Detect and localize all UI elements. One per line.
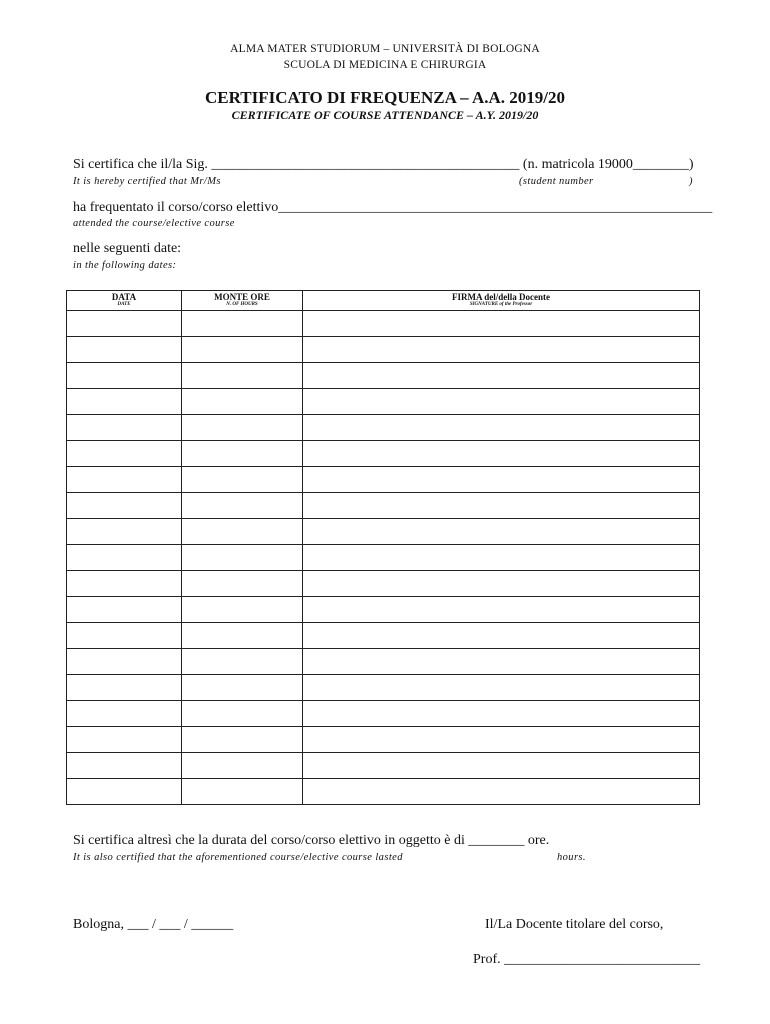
- date-cell[interactable]: [67, 701, 182, 727]
- table-row: [67, 779, 700, 805]
- date-cell[interactable]: [67, 675, 182, 701]
- date-cell[interactable]: [67, 571, 182, 597]
- table-row: [67, 415, 700, 441]
- signature-cell[interactable]: [303, 675, 700, 701]
- school-name: SCUOLA DI MEDICINA E CHIRURGIA: [283, 59, 487, 71]
- signature-cell[interactable]: [303, 779, 700, 805]
- table-row: [67, 389, 700, 415]
- date-cell[interactable]: [67, 519, 182, 545]
- hours-cell[interactable]: [182, 753, 303, 779]
- hours-cell[interactable]: [182, 363, 303, 389]
- signature-cell[interactable]: [303, 467, 700, 493]
- duration-line-en: It is also certified that the aforementioned course/elective course lasted: [73, 852, 403, 863]
- signature-cell[interactable]: [303, 337, 700, 363]
- signature-cell[interactable]: [303, 727, 700, 753]
- hours-cell[interactable]: [182, 337, 303, 363]
- dates-line: nelle seguenti date:: [73, 241, 182, 256]
- signature-cell[interactable]: [303, 441, 700, 467]
- column-hours-sublabel: N. OF HOURS: [226, 302, 258, 307]
- hours-cell[interactable]: [182, 441, 303, 467]
- signature-cell[interactable]: [303, 545, 700, 571]
- table-row: [67, 441, 700, 467]
- date-cell[interactable]: [67, 597, 182, 623]
- signature-cell[interactable]: [303, 649, 700, 675]
- signature-cell[interactable]: [303, 519, 700, 545]
- place-date-line: Bologna, ___ / ___ / ______: [73, 917, 234, 932]
- date-cell[interactable]: [67, 311, 182, 337]
- hours-cell[interactable]: [182, 493, 303, 519]
- hours-cell[interactable]: [182, 467, 303, 493]
- signature-cell[interactable]: [303, 415, 700, 441]
- hours-cell[interactable]: [182, 571, 303, 597]
- table-row: [67, 701, 700, 727]
- hours-cell[interactable]: [182, 545, 303, 571]
- teacher-title: Il/La Docente titolare del corso,: [485, 917, 664, 932]
- certify-line: Si certifica che il/la Sig. ____________________________________________ (n. matricola 19000________): [73, 157, 694, 172]
- date-cell[interactable]: [67, 493, 182, 519]
- table-row: [67, 493, 700, 519]
- table-row: [67, 545, 700, 571]
- professor-signature-line: Prof. ____________________________: [473, 952, 701, 967]
- date-cell[interactable]: [67, 363, 182, 389]
- signature-cell[interactable]: [303, 623, 700, 649]
- hours-label-en: hours.: [557, 852, 586, 863]
- hours-cell[interactable]: [182, 415, 303, 441]
- date-cell[interactable]: [67, 467, 182, 493]
- hours-cell[interactable]: [182, 623, 303, 649]
- signature-cell[interactable]: [303, 363, 700, 389]
- signature-cell[interactable]: [303, 311, 700, 337]
- table-row: [67, 311, 700, 337]
- date-cell[interactable]: [67, 389, 182, 415]
- student-number-close: ): [689, 176, 693, 187]
- signature-cell[interactable]: [303, 701, 700, 727]
- column-signature-header: [303, 291, 700, 311]
- table-row: [67, 675, 700, 701]
- course-line-en: attended the course/elective course: [73, 218, 235, 229]
- hours-cell[interactable]: [182, 597, 303, 623]
- hours-cell[interactable]: [182, 311, 303, 337]
- table-row: [67, 649, 700, 675]
- column-signature-label: FIRMA del/della Docente: [452, 292, 550, 302]
- signature-cell[interactable]: [303, 753, 700, 779]
- signature-cell[interactable]: [303, 571, 700, 597]
- date-cell[interactable]: [67, 779, 182, 805]
- certify-line-en: It is hereby certified that Mr/Ms: [73, 176, 221, 187]
- table-row: [67, 571, 700, 597]
- date-cell[interactable]: [67, 623, 182, 649]
- hours-cell[interactable]: [182, 701, 303, 727]
- column-date-label: DATA: [111, 292, 137, 302]
- table-row: [67, 623, 700, 649]
- date-cell[interactable]: [67, 441, 182, 467]
- dates-line-en: in the following dates:: [73, 260, 177, 271]
- column-date-header: [67, 291, 182, 311]
- table-row: [67, 363, 700, 389]
- course-line: ha frequentato il corso/corso elettivo______________________________________________________________: [73, 200, 713, 215]
- date-cell[interactable]: [67, 545, 182, 571]
- date-cell[interactable]: [67, 337, 182, 363]
- column-hours-header: [182, 291, 303, 311]
- date-cell[interactable]: [67, 415, 182, 441]
- attendance-table: [66, 290, 700, 805]
- hours-cell[interactable]: [182, 727, 303, 753]
- table-row: [67, 753, 700, 779]
- student-number-label: (student number: [519, 176, 594, 187]
- date-cell[interactable]: [67, 649, 182, 675]
- column-signature-sublabel: SIGNATURE of the Professor: [469, 302, 533, 307]
- table-row: [67, 337, 700, 363]
- duration-line: Si certifica altresì che la durata del corso/corso elettivo in oggetto è di ________ ore.: [73, 833, 550, 848]
- table-row: [67, 467, 700, 493]
- date-cell[interactable]: [67, 753, 182, 779]
- table-row: [67, 519, 700, 545]
- document-title: CERTIFICATO DI FREQUENZA – A.A. 2019/20: [204, 88, 566, 107]
- signature-cell[interactable]: [303, 597, 700, 623]
- signature-cell[interactable]: [303, 493, 700, 519]
- column-hours-label: MONTE ORE: [214, 292, 270, 302]
- table-row: [67, 597, 700, 623]
- hours-cell[interactable]: [182, 779, 303, 805]
- university-name: ALMA MATER STUDIORUM – UNIVERSITÀ DI BOLOGNA: [230, 43, 540, 55]
- table-header-row: [67, 291, 700, 311]
- hours-cell[interactable]: [182, 519, 303, 545]
- hours-cell[interactable]: [182, 389, 303, 415]
- table-row: [67, 727, 700, 753]
- column-date-sublabel: DATE: [117, 302, 131, 307]
- hours-cell[interactable]: [182, 675, 303, 701]
- date-cell[interactable]: [67, 727, 182, 753]
- hours-cell[interactable]: [182, 649, 303, 675]
- signature-cell[interactable]: [303, 389, 700, 415]
- document-subtitle: CERTIFICATE OF COURSE ATTENDANCE – A.Y. 2019/20: [231, 108, 539, 122]
